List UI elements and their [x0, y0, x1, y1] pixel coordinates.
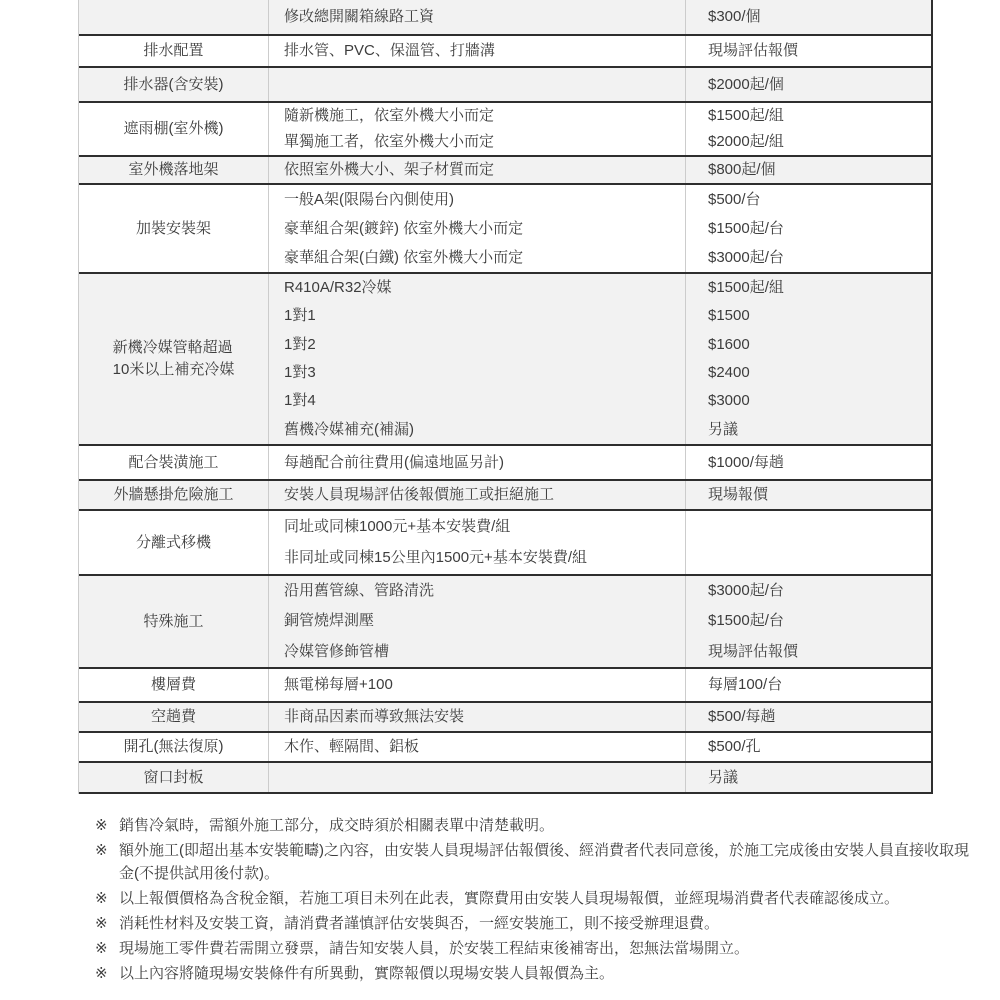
item-label: 排水器(含安裝) — [123, 75, 224, 93]
footnote-text: 以上內容將隨現場安裝條件有所異動，實際報價以現場安裝人員報價為主。 — [119, 965, 615, 982]
item-name-cell — [79, 669, 269, 701]
description-cell — [269, 274, 686, 444]
item-label: 排水配置 — [143, 42, 204, 59]
item-name-cell — [79, 103, 269, 155]
description-cell — [269, 703, 686, 731]
price-line: $1000/每趟 — [708, 453, 784, 471]
item-label: 加裝安裝架 — [135, 219, 211, 237]
item-name-cell — [79, 36, 269, 66]
footnote — [95, 839, 973, 885]
item-label: 開孔(無法復原) — [123, 738, 224, 755]
table-row — [79, 576, 931, 669]
item-name-cell — [79, 274, 269, 444]
description-line: 單獨施工者，依室外機大小而定 — [284, 133, 495, 150]
item-label: 新機冷媒管輅超過 10米以上補充冷媒 — [112, 339, 235, 378]
item-label: 遮雨棚(室外機) — [123, 120, 224, 137]
description-cell — [269, 36, 686, 66]
footnote — [95, 937, 973, 960]
description-line: 1對3 — [284, 364, 316, 382]
price-cell — [686, 733, 931, 761]
price-cell — [686, 103, 931, 155]
price-line: $800起/個 — [708, 161, 776, 178]
item-label: 窗口封板 — [143, 768, 204, 786]
footnote-text: 額外施工(即超出基本安裝範疇)之內容，由安裝人員現場評估報價後、經消費者代表同意後，於施工完成後由安裝人員直接收取現金(不提供試用後付款)。 — [119, 842, 969, 882]
price-line: $500/每趟 — [708, 708, 776, 725]
price-line: $2000起/個 — [708, 75, 784, 93]
table-row — [79, 481, 931, 511]
item-name-cell — [79, 68, 269, 101]
item-label: 分離式移機 — [135, 533, 211, 551]
description-line: 1對4 — [284, 392, 316, 410]
description-line: 非商品因素而導致無法安裝 — [284, 708, 465, 725]
price-cell — [686, 576, 931, 667]
table-row — [79, 274, 931, 446]
description-line: 每趟配合前往費用(偏遠地區另計) — [284, 453, 504, 471]
price-line: $300/個 — [708, 8, 761, 25]
description-line: 同址或同棟1000元+基本安裝費/組 — [284, 517, 511, 535]
item-name-cell — [79, 576, 269, 667]
footnotes — [95, 814, 973, 987]
description-cell — [269, 576, 686, 667]
price-cell — [686, 481, 931, 509]
footnote-text: 消耗性材料及安裝工資，請消費者謹慎評估安裝與否，一經安裝施工，則不接受辦理退費。 — [119, 915, 720, 932]
description-line: 1對2 — [284, 335, 316, 353]
price-line: $2000起/組 — [708, 133, 784, 150]
price-line: $1500起/組 — [708, 279, 784, 297]
footnote — [95, 912, 973, 935]
description-cell — [269, 0, 686, 34]
description-line: 非同址或同棟15公里內1500元+基本安裝費/組 — [284, 549, 587, 567]
item-label: 室外機落地架 — [128, 161, 219, 178]
description-line: 冷媒管修飾管槽 — [284, 642, 390, 660]
description-cell — [269, 669, 686, 701]
price-line: $1500 — [708, 307, 750, 325]
price-line: 另議 — [708, 768, 739, 786]
description-line: 安裝人員現場評估後報價施工或拒絕施工 — [284, 486, 555, 503]
table-row — [79, 763, 931, 794]
description-line: 沿用舊管線、管路清洗 — [284, 582, 435, 600]
table-row — [79, 511, 931, 576]
table-row — [79, 103, 931, 157]
item-name-cell — [79, 511, 269, 574]
price-line: $3000起/台 — [708, 582, 784, 600]
table-row — [79, 36, 931, 68]
price-line: $1500起/組 — [708, 107, 784, 124]
table-row — [79, 733, 931, 763]
description-line: 隨新機施工，依室外機大小而定 — [284, 107, 495, 124]
table-row — [79, 157, 931, 185]
description-cell — [269, 511, 686, 574]
description-cell — [269, 103, 686, 155]
table-row — [79, 446, 931, 481]
footnote-text: 現場施工零件費若需開立發票，請告知安裝人員，於安裝工程結束後補寄出，恕無法當場開立。 — [119, 940, 750, 957]
item-label: 空趟費 — [150, 708, 196, 725]
footnote-marker: ※ — [95, 817, 108, 834]
description-cell — [269, 481, 686, 509]
footnote — [95, 962, 973, 985]
item-name-cell — [79, 763, 269, 792]
table-row — [79, 0, 931, 36]
item-name-cell — [79, 481, 269, 509]
table-row — [79, 68, 931, 103]
table-row — [79, 703, 931, 733]
price-cell — [686, 763, 931, 792]
item-name-cell — [79, 733, 269, 761]
price-line: $500/孔 — [708, 738, 761, 755]
description-line: 舊機冷媒補充(補漏) — [284, 420, 414, 438]
item-label: 樓層費 — [150, 676, 196, 693]
price-cell — [686, 157, 931, 183]
description-line: 修改總開關箱線路工資 — [284, 8, 435, 25]
price-cell — [686, 68, 931, 101]
description-line: 木作、輕隔間、鋁板 — [284, 738, 420, 755]
price-cell — [686, 446, 931, 479]
description-cell — [269, 157, 686, 183]
price-cell — [686, 274, 931, 444]
price-cell — [686, 36, 931, 66]
price-line: $3000 — [708, 392, 750, 410]
item-name-cell — [79, 446, 269, 479]
footnote-marker: ※ — [95, 842, 108, 859]
description-cell — [269, 185, 686, 272]
item-name-cell — [79, 157, 269, 183]
item-label: 外牆懸掛危險施工 — [113, 486, 234, 503]
pricing-table — [78, 0, 933, 794]
price-cell — [686, 185, 931, 272]
description-cell — [269, 446, 686, 479]
description-line: 無電梯每層+100 — [284, 676, 393, 693]
description-line: 豪華組合架(白鐵) 依室外機大小而定 — [284, 248, 524, 266]
description-cell — [269, 733, 686, 761]
footnote-text: 以上報價價格為含稅金額，若施工項目未列在此表，實際費用由安裝人員現場報價，並經現場消費者代表確認後成立。 — [119, 890, 900, 907]
description-line: 1對1 — [284, 307, 316, 325]
price-line: $1500起/台 — [708, 219, 784, 237]
price-line: 另議 — [708, 420, 739, 438]
price-line: $2400 — [708, 364, 750, 382]
price-line: $1600 — [708, 335, 750, 353]
price-line: $500/台 — [708, 190, 761, 208]
description-line: 銅管燒焊測壓 — [284, 612, 375, 630]
price-line: $3000起/台 — [708, 248, 784, 266]
footnote-marker: ※ — [95, 890, 108, 907]
price-line: 現場報價 — [708, 486, 769, 503]
price-line: 現場評估報價 — [708, 642, 799, 660]
footnote-text: 銷售冷氣時，需額外施工部分，成交時須於相關表單中清楚載明。 — [119, 817, 555, 834]
price-cell — [686, 669, 931, 701]
footnote-marker: ※ — [95, 940, 108, 957]
item-label: 配合裝潢施工 — [128, 453, 219, 471]
description-line: 豪華組合架(鍍鋅) 依室外機大小而定 — [284, 219, 524, 237]
item-label: 特殊施工 — [143, 612, 204, 630]
description-line: R410A/R32冷媒 — [284, 279, 392, 297]
price-cell — [686, 511, 931, 574]
price-cell — [686, 703, 931, 731]
item-name-cell — [79, 0, 269, 34]
table-row — [79, 185, 931, 274]
footnote — [95, 887, 973, 910]
footnote — [95, 814, 973, 837]
description-line: 排水管、PVC、保溫管、打牆溝 — [284, 42, 495, 59]
price-line: 現場評估報價 — [708, 42, 799, 59]
description-line: 依照室外機大小、架子材質而定 — [284, 161, 495, 178]
item-name-cell — [79, 185, 269, 272]
price-line: $1500起/台 — [708, 612, 784, 630]
price-cell — [686, 0, 931, 34]
item-name-cell — [79, 703, 269, 731]
footnote-marker: ※ — [95, 965, 108, 982]
description-cell — [269, 68, 686, 101]
description-cell — [269, 763, 686, 792]
description-line: 一般A架(限陽台內側使用) — [284, 190, 454, 208]
table-row — [79, 669, 931, 703]
footnote-marker: ※ — [95, 915, 108, 932]
price-line: 每層100/台 — [708, 676, 783, 693]
